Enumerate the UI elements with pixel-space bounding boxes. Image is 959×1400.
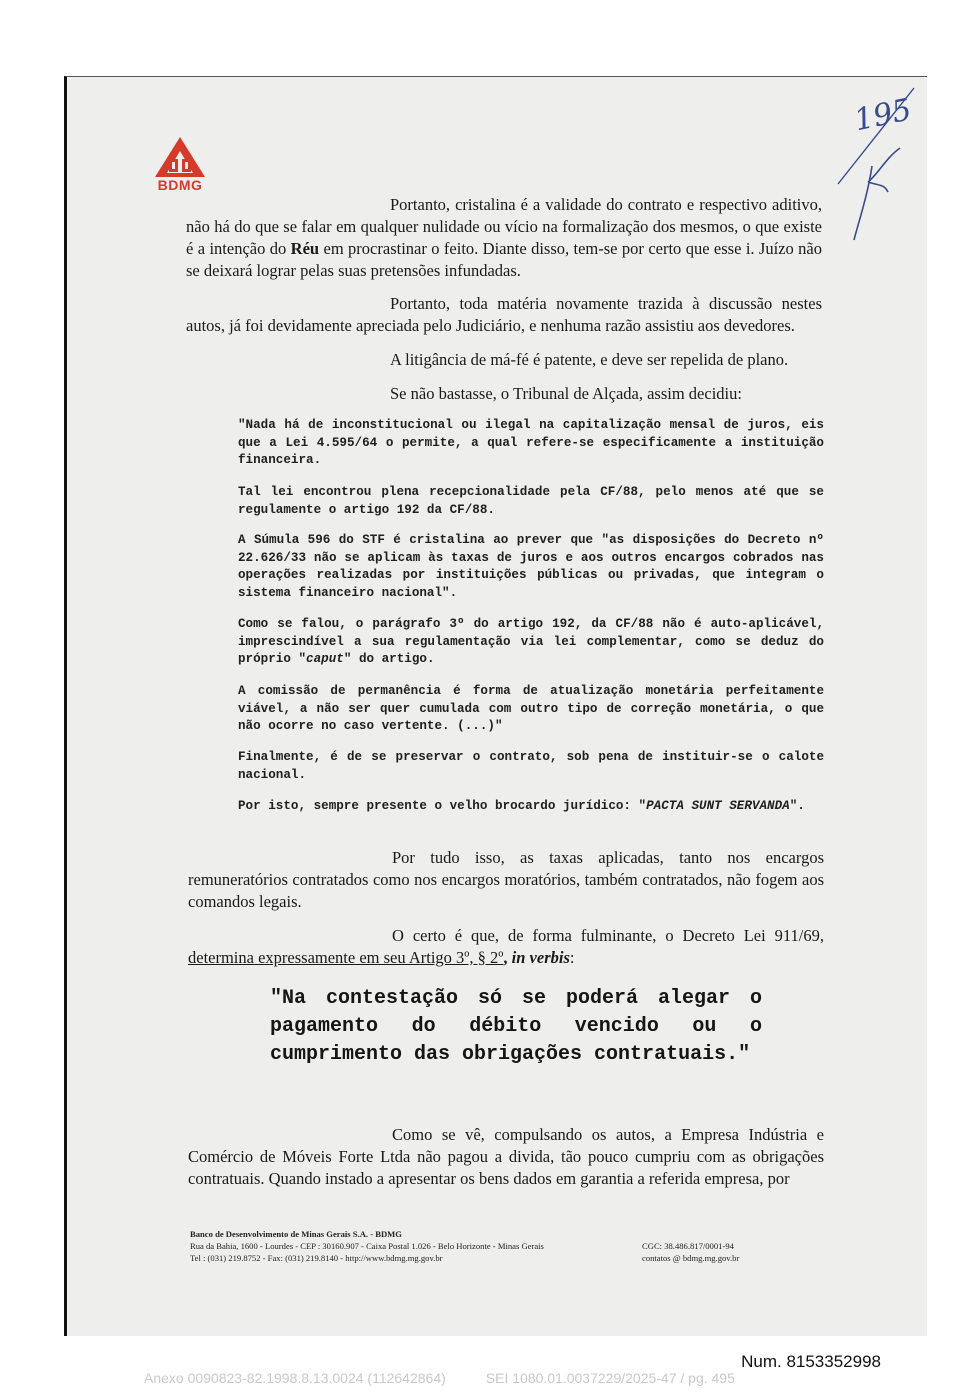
document-number: Num. 8153352998 bbox=[741, 1352, 881, 1371]
paragraph-company-default: Como se vê, compulsando os autos, a Empresa Indústria e Comércio de Móveis Forte Ltda não pagou a divida, tão pouco cumpriu com as obrigações contratuais. Quando instado a apresentar os bens dados em garantia a referida empresa, por bbox=[188, 1125, 824, 1188]
paragraph-tribunal-decided: Se não bastasse, o Tribunal de Alçada, assim decidiu: bbox=[390, 384, 742, 403]
quote-preserve-contract: Finalmente, é de se preservar o contrato, sob pena de instituir-se o calote nacional. bbox=[238, 750, 824, 782]
bdmg-logo-mark bbox=[152, 135, 208, 179]
quote-permanence-commission: A comissão de permanência é forma de atualização monetária perfeitamente viável, a não ser quer cumulada com outro tipo de correção monetária, o que não ocorre no caso vertente. (...)" bbox=[238, 684, 824, 733]
footer-contact-row bbox=[190, 1252, 770, 1264]
footer-cgc: CGC: 38.486.817/0001-94 bbox=[642, 1241, 734, 1251]
footer-address: Rua da Bahia, 1600 - Lourdes - CEP : 30160.907 - Caixa Postal 1.026 - Belo Horizonte - Minas Gerais bbox=[190, 1241, 544, 1251]
bdmg-logo-text: BDMG bbox=[157, 177, 203, 193]
handwritten-number-text: 195 bbox=[851, 92, 915, 139]
paragraph-bad-faith: A litigância de má-fé é patente, e deve ser repelida de plano. bbox=[390, 350, 789, 369]
paragraph-contract-validity: Portanto, cristalina é a validade do contrato e respectivo aditivo, não há do que se falar em qualquer nulidade ou vício na formalização dos mesmos, o que existe é a intenção do Réu em procrastinar o feito. Diante disso, tem-se por certo que esse i. Juízo não se deixará lograr pelas suas pretensões infundadas. bbox=[186, 195, 822, 280]
quote-decree-article: "Na contestação só se poderá alegar o pagamento do débito vencido ou o cumprimento das obrigações contratuais." bbox=[270, 987, 762, 1066]
footer-address-row bbox=[190, 1240, 770, 1252]
paragraph-rates-applied: Por tudo isso, as taxas aplicadas, tanto nos encargos remuneratórios contratados como nos encargos moratórios, também contratados, não fogem aos comandos legais. bbox=[188, 848, 824, 911]
handwritten-page-number bbox=[828, 84, 928, 244]
paragraph-decree-911: O certo é que, de forma fulminante, o Decreto Lei 911/69, determina expressamente em seu Artigo 3º, § 2º, in verbis: bbox=[188, 926, 824, 967]
letterhead-footer bbox=[190, 1228, 770, 1264]
annex-stamp bbox=[144, 1370, 735, 1386]
quote-capitalization: "Nada há de inconstitucional ou ilegal na capitalização mensal de juros, eis que a Lei 4.595/64 o permite, a qual refere-se especificamente a instituição financeira. bbox=[238, 418, 824, 467]
quote-law-reception: Tal lei encontrou plena recepcionalidade pela CF/88, pelo menos até que se regulamente o artigo 192 da CF/88. bbox=[238, 485, 824, 517]
annex-stamp-right: SEI 1080.01.0037229/2025-47 / pg. 495 bbox=[485, 1370, 735, 1386]
footer-email: contatos @ bdmg.mg.gov.br bbox=[642, 1253, 740, 1263]
footer-phones: Tel : (031) 219.8752 - Fax: (031) 219.8140 - http://www.bdmg.mg.gov.br bbox=[190, 1253, 443, 1263]
quote-sumula-596: A Súmula 596 do STF é cristalina ao prever que "as disposições do Decreto nº 22.626/33 não se aplicam às taxas de juros e aos outros encargos cobrados nas operações realizadas por instituições públicas ou privadas, que integram o sistema financeiro nacional". bbox=[238, 533, 824, 600]
quote-article-192: Como se falou, o parágrafo 3º do artigo 192, da CF/88 não é auto-aplicável, imprescindível a sua regulamentação via lei complementar, como se deduz do próprio "caput" do artigo. bbox=[238, 617, 824, 666]
footer-bank-name: Banco de Desenvolvimento de Minas Gerais S.A. - BDMG bbox=[190, 1229, 402, 1239]
paragraph-matter-reviewed: Portanto, toda matéria novamente trazida à discussão nestes autos, já foi devidamente apreciada pelo Judiciário, e nenhuma razão assistiu aos devedores. bbox=[186, 294, 822, 335]
quote-pacta-sunt-servanda: Por isto, sempre presente o velho brocardo jurídico: "PACTA SUNT SERVANDA". bbox=[238, 799, 805, 813]
bdmg-logo bbox=[152, 135, 208, 195]
annex-stamp-left: Anexo 0090823-82.1998.8.13.0024 (112642864) bbox=[144, 1370, 446, 1386]
